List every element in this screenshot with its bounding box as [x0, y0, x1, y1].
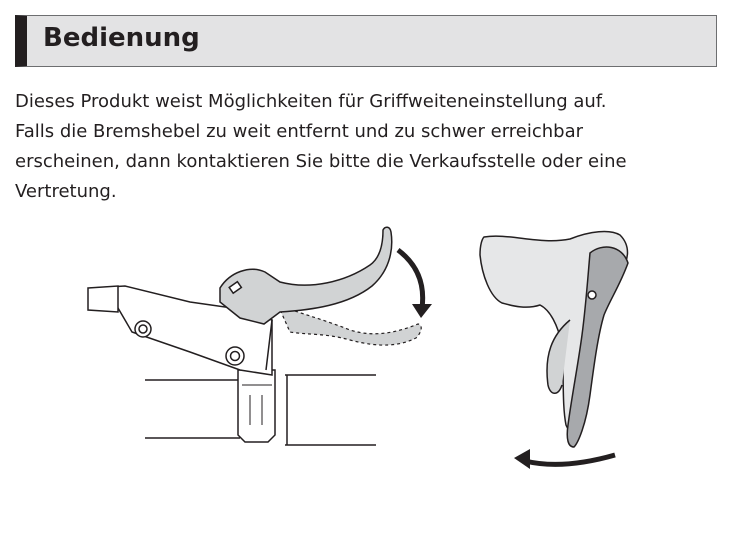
clamp-icon: [238, 370, 275, 442]
curved-arrow-icon: [398, 250, 432, 318]
instruction-paragraph: [15, 87, 725, 207]
drop-bar-brake-lever-icon: [470, 225, 650, 470]
section-header: [15, 15, 717, 67]
flat-bar-brake-lever-icon: [80, 220, 440, 455]
brake-lever-icon: [220, 227, 392, 324]
paragraph-line: erscheinen, dann kontaktieren Sie bitte die Verkaufsstelle oder eine: [15, 151, 627, 172]
paragraph-line: Vertretung.: [15, 181, 117, 202]
paragraph-line: Dieses Produkt weist Möglichkeiten für Griffweiteneinstellung auf.: [15, 91, 607, 112]
section-title: Bedienung: [43, 23, 200, 53]
curved-arrow-icon-right: [514, 449, 615, 469]
paragraph-line: Falls die Bremshebel zu weit entfernt und zu schwer erreichbar: [15, 121, 584, 142]
